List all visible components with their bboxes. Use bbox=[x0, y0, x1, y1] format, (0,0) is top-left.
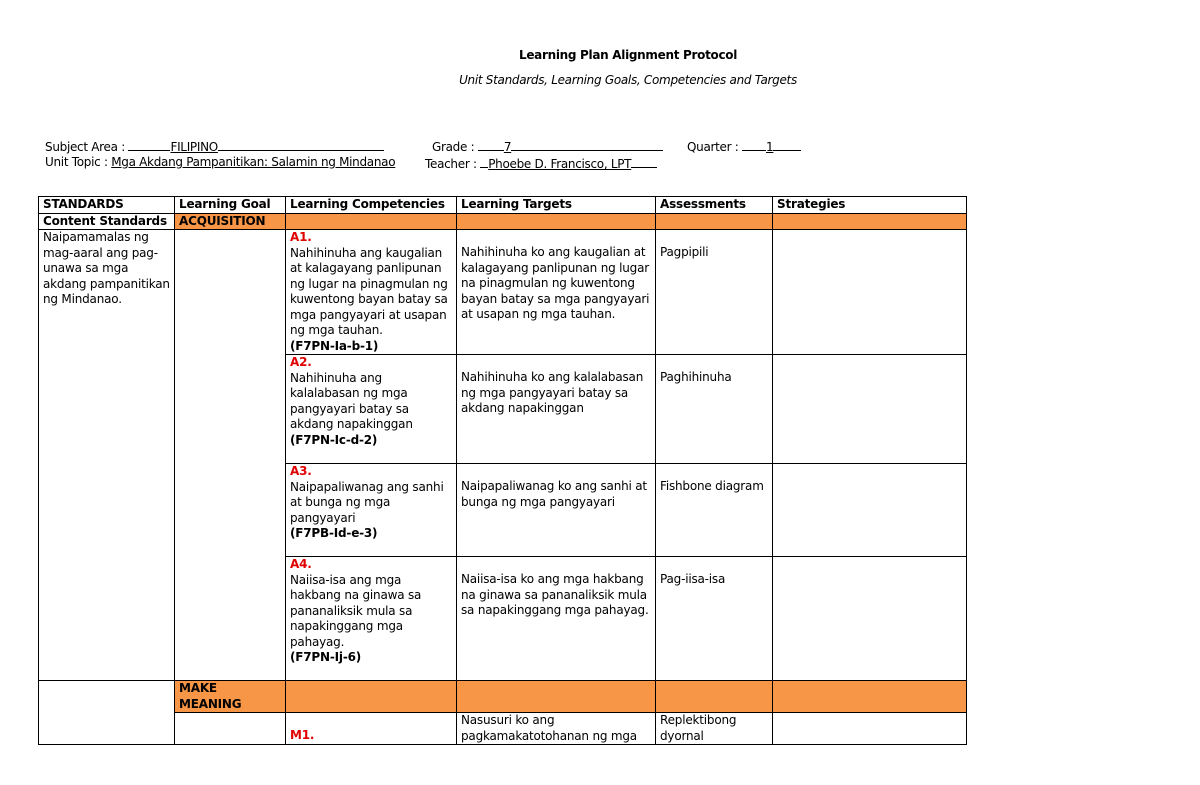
alignment-table bbox=[38, 196, 967, 745]
blank-line bbox=[511, 138, 663, 151]
col-header-standards: STANDARDS bbox=[39, 197, 175, 214]
content-standard-text: Naipamamalas ng mag-aaral ang pag-unawa sa mga akdang pampanitikan ng Mindanao. bbox=[39, 230, 175, 681]
competency-cite: (F7PN-Ic-d-2) bbox=[290, 432, 378, 447]
competency-text: Nahihinuha ang kalalabasan ng mga pangyayari batay sa akdang napakinggan bbox=[290, 370, 413, 431]
strategy-cell bbox=[773, 557, 967, 681]
strategy-cell bbox=[773, 464, 967, 557]
col-header-learning-goal: Learning Goal bbox=[175, 197, 286, 214]
grade-value: 7 bbox=[503, 140, 512, 154]
grade-label: Grade : bbox=[432, 140, 475, 154]
competency-code: A4. bbox=[290, 557, 312, 571]
assessment-cell: Replektibong dyornal bbox=[656, 713, 773, 745]
teacher-label: Teacher : bbox=[425, 157, 477, 171]
competency-cite: (F7PB-Id-e-3) bbox=[290, 526, 378, 540]
table-row bbox=[39, 230, 967, 355]
strategy-cell bbox=[773, 355, 967, 464]
subject-area-field bbox=[45, 138, 384, 154]
col-header-competencies: Learning Competencies bbox=[286, 197, 457, 214]
competency-cell bbox=[286, 557, 457, 681]
strategy-cell bbox=[773, 230, 967, 355]
learning-goal-cell bbox=[175, 230, 286, 681]
section-row-make-meaning bbox=[39, 681, 967, 713]
competency-text: Naipapaliwanag ang sanhi at bunga ng mga pangyayari bbox=[290, 479, 444, 525]
target-cell: Naipapaliwanag ko ang sanhi at bunga ng mga pangyayari bbox=[457, 464, 656, 557]
blank-line bbox=[478, 138, 504, 151]
subject-area-value: FILIPINO bbox=[170, 140, 218, 154]
blank-line bbox=[218, 138, 384, 151]
unit-topic-value: Mga Akdang Pampanitikan: Salamin ng Mindanao bbox=[111, 155, 396, 169]
competency-code: A3. bbox=[290, 464, 312, 478]
assessment-cell: Pagpipili bbox=[656, 230, 773, 355]
make-meaning-label: MAKE MEANING bbox=[175, 681, 286, 713]
table-row bbox=[39, 713, 967, 745]
grade-field bbox=[432, 138, 663, 154]
competency-text: Nahihinuha ang kaugalian at kalagayang panlipunan ng lugar na pinagmulan ng kuwentong bayan batay sa mga pangyayari at usapan ng mga tauhan. bbox=[290, 245, 448, 337]
target-cell: Nahihinuha ko ang kaugalian at kalagayang panlipunan ng lugar na pinagmulan ng kuwentong bayan batay sa mga pangyayari at usapan ng mga tauhan. bbox=[457, 230, 656, 355]
section-row-acquisition bbox=[39, 213, 967, 230]
quarter-label: Quarter : bbox=[687, 140, 739, 154]
header-row bbox=[39, 197, 967, 214]
subject-area-label: Subject Area : bbox=[45, 140, 125, 154]
assessment-cell: Fishbone diagram bbox=[656, 464, 773, 557]
blank-line bbox=[128, 138, 170, 151]
competency-code: A1. bbox=[290, 230, 312, 244]
competency-cell bbox=[286, 713, 457, 745]
teacher-field bbox=[425, 155, 657, 171]
quarter-field bbox=[687, 138, 801, 154]
blank-line bbox=[773, 138, 801, 151]
target-cell: Nahihinuha ko ang kalalabasan ng mga pangyayari batay sa akdang napakinggan bbox=[457, 355, 656, 464]
unit-topic-label: Unit Topic : bbox=[45, 155, 108, 169]
competency-text: Naiisa-isa ang mga hakbang na ginawa sa pananaliksik mula sa napakinggang mga pahayag. bbox=[290, 572, 422, 649]
col-header-targets: Learning Targets bbox=[457, 197, 656, 214]
col-header-strategies: Strategies bbox=[773, 197, 967, 214]
assessment-cell: Paghihinuha bbox=[656, 355, 773, 464]
competency-cite: (F7PN-Ia-b-1) bbox=[290, 338, 379, 353]
competency-cite: (F7PN-Ij-6) bbox=[290, 650, 362, 664]
content-standards-label: Content Standards bbox=[39, 213, 175, 230]
assessment-cell: Pag-iisa-isa bbox=[656, 557, 773, 681]
col-header-assessments: Assessments bbox=[656, 197, 773, 214]
competency-cell bbox=[286, 355, 457, 464]
competency-code: A2. bbox=[290, 355, 312, 369]
page-title: Learning Plan Alignment Protocol bbox=[518, 48, 738, 62]
quarter-value: 1 bbox=[766, 140, 774, 154]
acquisition-label: ACQUISITION bbox=[175, 213, 286, 230]
strategy-cell bbox=[773, 713, 967, 745]
competency-cell bbox=[286, 230, 457, 355]
unit-topic-field bbox=[45, 155, 395, 169]
competency-cell bbox=[286, 464, 457, 557]
blank-line bbox=[742, 138, 766, 151]
teacher-value: Phoebe D. Francisco, LPT bbox=[488, 157, 632, 171]
competency-code: M1. bbox=[290, 728, 315, 742]
blank-line bbox=[631, 155, 657, 168]
page-subtitle: Unit Standards, Learning Goals, Competencies and Targets bbox=[459, 73, 797, 87]
target-cell: Nasusuri ko ang pagkamakatotohanan ng mga bbox=[457, 713, 656, 745]
target-cell: Naiisa-isa ko ang mga hakbang na ginawa sa pananaliksik mula sa napakinggang mga pahayag. bbox=[457, 557, 656, 681]
